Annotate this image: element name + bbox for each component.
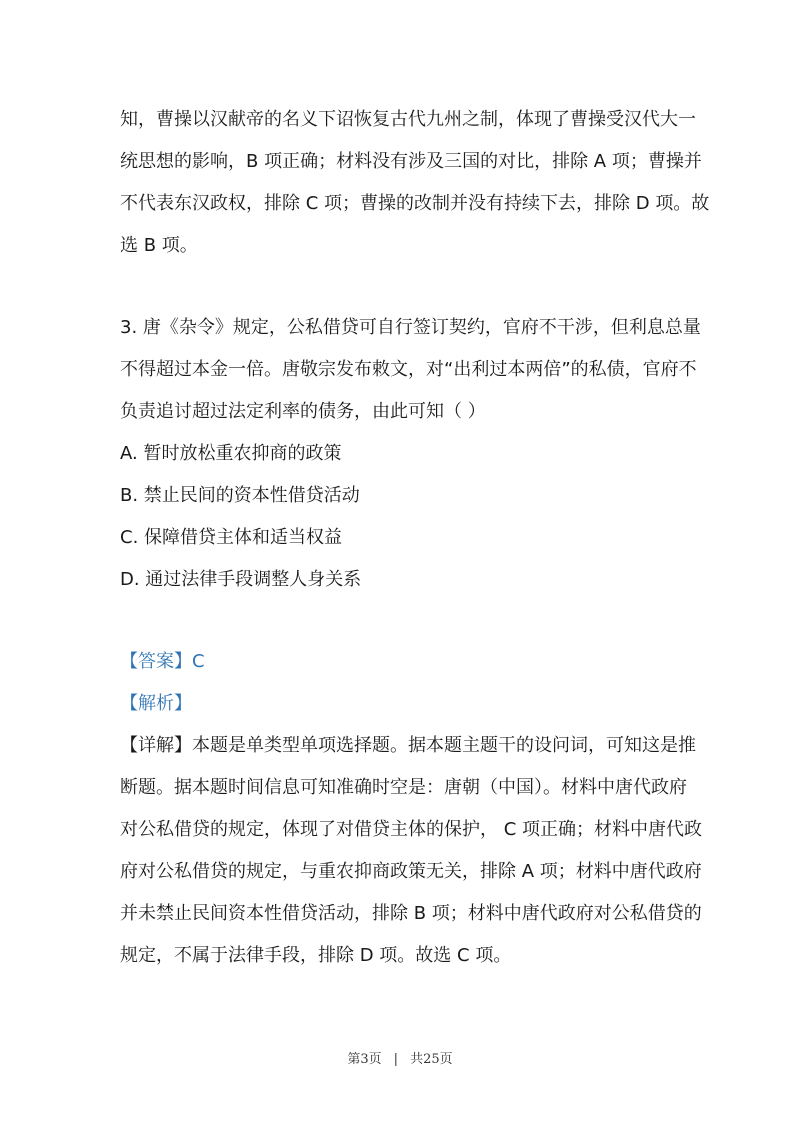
detail-line: 规定，不属于法律手段，排除 D 项。故选 C 项。 <box>120 945 512 966</box>
paragraph-line: 不代表东汉政权，排除 C 项；曹操的改制并没有持续下去，排除 D 项。故 <box>120 193 710 214</box>
option-c: C. 保障借贷主体和适当权益 <box>120 527 343 548</box>
detail-line: 断题。据本题时间信息可知准确时空是：唐朝（中国）。材料中唐代政府 <box>120 777 687 798</box>
option-d: D. 通过法律手段调整人身关系 <box>120 569 362 590</box>
detail-line: 并未禁止民间资本性借贷活动，排除 B 项；材料中唐代政府对公私借贷的 <box>120 903 702 924</box>
option-b: B. 禁止民间的资本性借贷活动 <box>120 485 360 506</box>
option-a: A. 暂时放松重农抑商的政策 <box>120 443 342 464</box>
detail-line: 【详解】本题是单类型单项选择题。据本题主题干的设问词，可知这是推 <box>120 735 696 756</box>
page-number: 第3页 <box>347 1052 382 1067</box>
analysis-label: 【解析】 <box>120 693 192 714</box>
detail-line: 对公私借贷的规定，体现了对借贷主体的保护， C 项正确；材料中唐代政 <box>120 819 703 840</box>
detail-line: 府对公私借贷的规定，与重农抑商政策无关，排除 A 项；材料中唐代政府 <box>120 861 702 882</box>
question-stem-line: 不得超过本金一倍。唐敬宗发布敕文，对“出利过本两倍”的私债，官府不 <box>120 359 697 380</box>
analysis-line <box>120 692 192 716</box>
page-total: 共25页 <box>410 1052 453 1067</box>
footer-separator: | <box>393 1052 399 1067</box>
answer-label: 【答案】 <box>120 651 192 672</box>
question-stem-line: 负责追讨超过法定利率的债务，由此可知（ ） <box>120 401 486 422</box>
paragraph-line: 知，曹操以汉献帝的名义下诏恢复古代九州之制，体现了曹操受汉代大一 <box>120 109 696 130</box>
paragraph-line: 统思想的影响，B 项正确；材料没有涉及三国的对比，排除 A 项；曹操并 <box>120 151 702 172</box>
answer-line <box>120 650 205 674</box>
page-footer <box>0 1048 800 1067</box>
answer-value: C <box>192 651 205 672</box>
question-stem-line: 3. 唐《杂令》规定，公私借贷可自行签订契约，官府不干涉，但利息总量 <box>120 317 701 338</box>
paragraph-line: 选 B 项。 <box>120 235 198 256</box>
